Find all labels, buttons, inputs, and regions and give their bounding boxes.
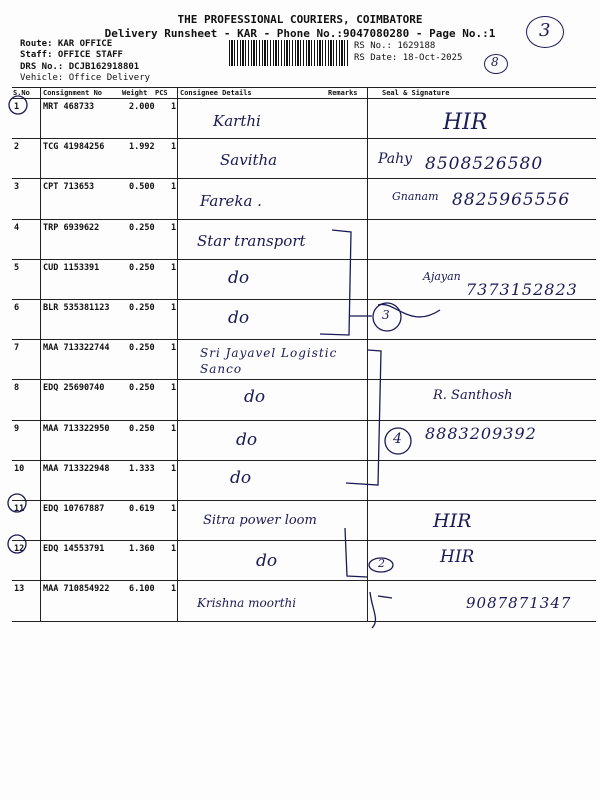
row-weight: 1.992 <box>129 142 155 152</box>
row-pcs: 1 <box>171 182 177 192</box>
row-consignment-no: MAA 713322744 <box>43 343 110 353</box>
signature-scribble-13 <box>370 592 392 628</box>
top-circle-number: 8 <box>491 55 499 69</box>
row-sno: 2 <box>14 142 20 152</box>
row-consignment-no: MAA 713322948 <box>43 464 110 474</box>
rs-date: RS Date: 18-Oct-2025 <box>354 53 463 63</box>
row-consignment-no: MAA 710854922 <box>43 584 110 594</box>
consignee-handwriting-5: do <box>228 268 250 288</box>
row-sno: 6 <box>14 303 20 313</box>
consignee-handwriting-4: Star transport <box>197 232 306 250</box>
seal-handwriting-13: 9087871347 <box>466 594 572 612</box>
row-weight: 0.250 <box>129 424 155 434</box>
row-consignment-no: TCG 41984256 <box>43 142 105 152</box>
drs-number: DRS No.: DCJB162918801 <box>20 62 140 72</box>
row-sno: 8 <box>14 383 20 393</box>
row-weight: 1.333 <box>129 464 155 474</box>
consignee-handwriting-11: Sitra power loom <box>203 513 317 528</box>
row-consignment-no: TRP 6939622 <box>43 223 100 233</box>
consignee-handwriting-13: Krishna moorthi <box>197 596 297 610</box>
bracket-rows-4-6 <box>320 230 351 335</box>
row-pcs: 1 <box>171 464 177 474</box>
bracket-label-4: 4 <box>393 431 402 447</box>
row-pcs: 1 <box>171 383 177 393</box>
row-consignment-no: EDQ 10767887 <box>43 504 105 514</box>
bracket-rows-7-10 <box>346 350 381 485</box>
consignee-handwriting-12: do <box>256 551 278 571</box>
row-weight: 0.250 <box>129 303 155 313</box>
staff-label: Staff: OFFICE STAFF <box>20 50 123 60</box>
row-weight: 0.619 <box>129 504 155 514</box>
row-sno: 7 <box>14 343 20 353</box>
row-pcs: 1 <box>171 504 177 514</box>
header-seal: Seal & Signature <box>382 89 450 97</box>
seal-handwriting-12: HIR <box>440 547 475 567</box>
row-sno: 5 <box>14 263 20 273</box>
row-pcs: 1 <box>171 544 177 554</box>
seal-handwriting-2: 8508526580 <box>425 154 544 174</box>
row-sno: 12 <box>14 544 25 554</box>
document-title: THE PROFESSIONAL COURIERS, COIMBATORE <box>177 13 423 26</box>
circle-mark-row-1 <box>9 96 27 114</box>
row-pcs: 1 <box>171 263 177 273</box>
row-consignment-no: CPT 713653 <box>43 182 95 192</box>
header-pcs: PCS <box>155 89 168 97</box>
seal-handwriting-11: HIR <box>433 510 472 532</box>
row-pcs: 1 <box>171 223 177 233</box>
page-circle-number: 3 <box>539 20 551 41</box>
seal-handwriting-2-sig: Pahy <box>378 151 413 167</box>
row-sno: 3 <box>14 182 20 192</box>
consignee-handwriting-7: Sri Jayavel Logistic Sanco <box>200 346 338 376</box>
row-weight: 0.250 <box>129 383 155 393</box>
consignee-handwriting-2: Savitha <box>220 151 278 169</box>
row-pcs: 1 <box>171 584 177 594</box>
row-weight: 0.250 <box>129 223 155 233</box>
header-consignee: Consignee Details <box>180 89 252 97</box>
row-pcs: 1 <box>171 102 177 112</box>
row-consignment-no: EDQ 25690740 <box>43 383 105 393</box>
circle-mark-row-11 <box>8 494 26 512</box>
row-sno: 13 <box>14 584 25 594</box>
bracket-rows-11-12 <box>345 528 367 577</box>
consignee-handwriting-6: do <box>228 308 250 328</box>
row-weight: 1.360 <box>129 544 155 554</box>
header-weight: Weight <box>122 89 148 97</box>
row-pcs: 1 <box>171 142 177 152</box>
seal-handwriting-8: R. Santhosh <box>433 388 513 403</box>
row-consignment-no: MRT 468733 <box>43 102 95 112</box>
seal-handwriting-9: 8883209392 <box>425 424 537 443</box>
row-consignment-no: EDQ 14553791 <box>43 544 105 554</box>
rs-number: RS No.: 1629188 <box>354 41 436 51</box>
vehicle-label: Vehicle: Office Delivery <box>20 73 151 83</box>
row-weight: 0.250 <box>129 263 155 273</box>
seal-handwriting-5: 7373152823 <box>466 280 578 299</box>
row-pcs: 1 <box>171 343 177 353</box>
consignee-handwriting-3: Fareka . <box>200 192 262 210</box>
row-sno: 4 <box>14 223 20 233</box>
row-weight: 2.000 <box>129 102 155 112</box>
row-consignment-no: MAA 713322950 <box>43 424 110 434</box>
row-consignment-no: BLR 535381123 <box>43 303 110 313</box>
row-sno: 10 <box>14 464 25 474</box>
bracket-label-3: 3 <box>382 308 390 322</box>
header-sno: S.No <box>13 89 30 97</box>
consignee-handwriting-10: do <box>230 468 252 488</box>
row-sno: 11 <box>14 504 25 514</box>
consignee-handwriting-1: Karthi <box>213 112 261 130</box>
seal-handwriting-1: HIR <box>443 110 488 135</box>
header-consignment: Consignment No <box>43 89 103 97</box>
row-weight: 6.100 <box>129 584 155 594</box>
row-consignment-no: CUD 1153391 <box>43 263 100 273</box>
row-pcs: 1 <box>171 424 177 434</box>
circle-mark-row-12 <box>8 535 26 553</box>
seal-handwriting-5-sig: Ajayan <box>423 270 461 283</box>
consignee-handwriting-8: do <box>244 387 266 407</box>
route-label: Route: KAR OFFICE <box>20 39 113 49</box>
seal-handwriting-3: 8825965556 <box>452 190 571 210</box>
row-weight: 0.500 <box>129 182 155 192</box>
row-pcs: 1 <box>171 303 177 313</box>
document-subtitle: Delivery Runsheet - KAR - Phone No.:9047080280 - Page No.:1 <box>104 27 496 40</box>
row-sno: 1 <box>14 102 20 112</box>
bracket-label-2: 2 <box>378 557 385 570</box>
consignee-handwriting-9: do <box>236 430 258 450</box>
row-weight: 0.250 <box>129 343 155 353</box>
row-sno: 9 <box>14 424 20 434</box>
header-remarks: Remarks <box>328 89 358 97</box>
seal-handwriting-3-sig: Gnanam <box>392 190 439 203</box>
